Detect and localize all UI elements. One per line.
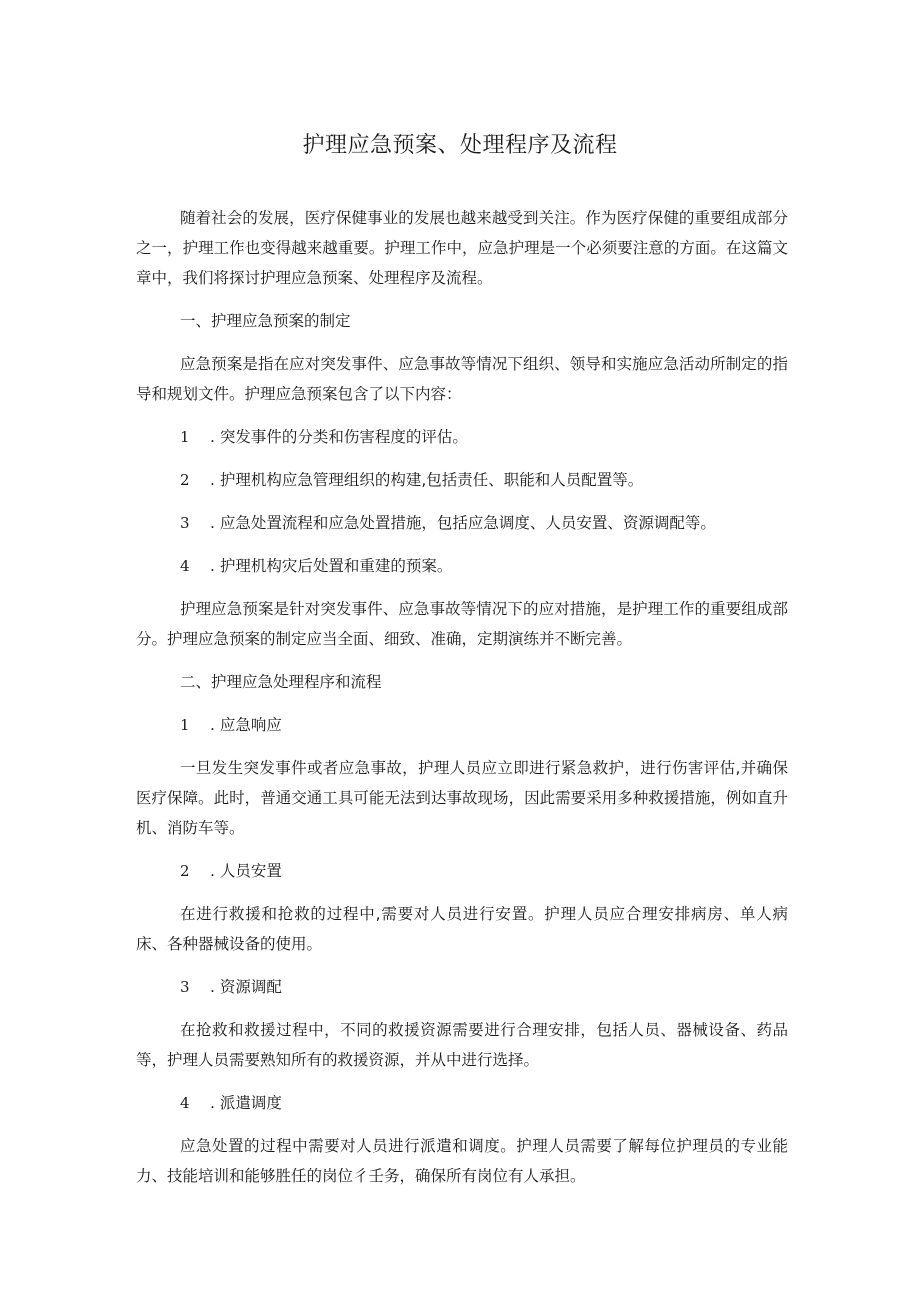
step-heading	[136, 972, 788, 1002]
list-item	[136, 508, 788, 538]
step-paragraph: 应急处置的过程中需要对人员进行派遣和调度。护理人员需要了解每位护理员的专业能力、技能培训和能够胜任的岗位彳壬务，确保所有岗位有人承担。	[136, 1137, 788, 1185]
step-label: . 资源调配	[210, 978, 282, 996]
list-item-number: 3	[180, 514, 190, 532]
step-label: . 派遣调度	[210, 1094, 282, 1112]
section-2-heading: 二、护理应急处理程序和流程	[180, 673, 382, 691]
list-item-text: . 护理机构灾后处置和重建的预案。	[210, 557, 453, 575]
step-number: 1	[180, 716, 190, 734]
section-1-heading: 一、护理应急预案的制定	[180, 312, 351, 330]
step-label: . 人员安置	[210, 862, 282, 880]
list-item-text: . 应急处置流程和应急处置措施，包括应急调度、人员安置、资源调配等。	[210, 514, 716, 532]
list-item	[136, 551, 788, 581]
step-heading	[136, 856, 788, 886]
step-paragraph: 在抢救和救援过程中，不同的救援资源需要进行合理安排，包括人员、器械设备、药品等，护理人员需要熟知所有的救援资源，并从中进行选择。	[136, 1021, 788, 1069]
section-1-paragraph: 应急预案是指在应对突发事件、应急事故等情况下组织、领导和实施应急活动所制定的指导和规划文件。护理应急预案包含了以下内容：	[136, 355, 788, 403]
step-heading	[136, 1088, 788, 1118]
list-item	[136, 465, 788, 495]
step-number: 4	[180, 1094, 190, 1112]
step-label: . 应急响应	[210, 716, 282, 734]
list-item-number: 4	[180, 557, 190, 575]
list-item-number: 2	[180, 471, 190, 489]
document-title: 护理应急预案、处理程序及流程	[302, 133, 618, 158]
step-number: 2	[180, 862, 190, 880]
document-body	[136, 203, 788, 1191]
step-paragraph: 一旦发生突发事件或者应急事故，护理人员应立即进行紧急救护，进行伤害评估,并确保医疗保障。此时，普通交通工具可能无法到达事故现场，因此需要采用多种救援措施，例如直升机、消防车等。	[136, 759, 788, 837]
list-item-number: 1	[180, 428, 190, 446]
step-heading	[136, 710, 788, 740]
section-1-summary: 护理应急预案是针对突发事件、应急事故等情况下的应对措施，是护理工作的重要组成部分。护理应急预案的制定应当全面、细致、准确，定期演练并不断完善。	[136, 600, 788, 648]
list-item	[136, 422, 788, 452]
intro-paragraph: 随着社会的发展，医疗保健事业的发展也越来越受到关注。作为医疗保健的重要组成部分之一，护理工作也变得越来越重要。护理工作中，应急护理是一个必须要注意的方面。在这篇文章中，我们将探讨护理应急预案、处理程序及流程。	[136, 209, 788, 287]
list-item-text: . 护理机构应急管理组织的构建,包括责任、职能和人员配置等。	[210, 471, 644, 489]
step-number: 3	[180, 978, 190, 996]
step-paragraph: 在进行救援和抢救的过程中,需要对人员进行安置。护理人员应合理安排病房、单人病床、各种器械设备的使用。	[136, 905, 788, 953]
list-item-text: . 突发事件的分类和伤害程度的评估。	[210, 428, 468, 446]
